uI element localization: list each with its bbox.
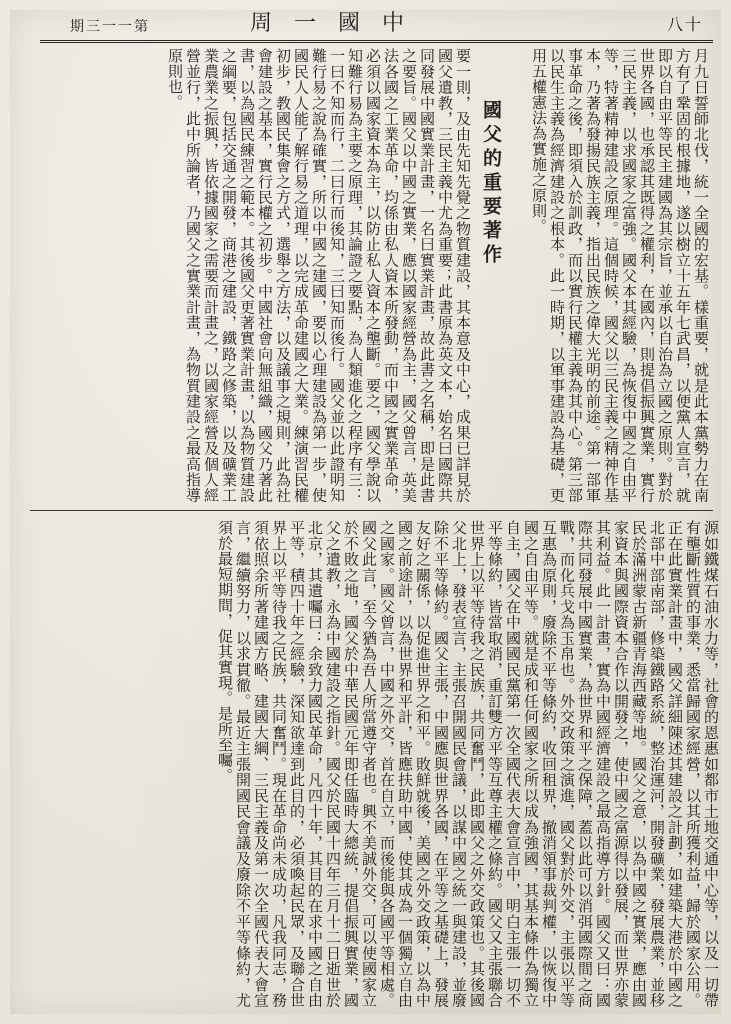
header-rule	[40, 40, 713, 43]
section-divider	[30, 510, 713, 511]
publication-title: 周一國中	[250, 11, 427, 36]
issue-number: 期三一一第	[70, 19, 150, 35]
text-block-bottom: 源如鐵煤石油水力等，社會的恩惠如都市土地交通中心等，以及一切帶有壟斷性質的事業，悉當歸國家經營，以其所獲利益，歸於國家公用。正在此實業計畫中，國父詳細陳述其建設之計劃，如建築大港於中國之北部中部南部，修築鐵路系統，整治運河，開發礦業，發展農業，並移民於滿洲蒙古新疆青海西藏等地。國父之意，以為中國之實業，應由國家資本與國際資本合作以開發之，使中國之富源得以發展，而世界亦蒙其利益。此一計畫，實為中國經濟建設之最高指導方針。國父又曰：國際共同發展中國實業，為世界和平之保障，蓋以此可以消弭國際間之商戰，而化兵戈為玉帛也。外交政策之演進，國父對於外交，主張以平等互惠為原則，廢除不平等條約，收回租界，撤消領事裁判權，以恢復中國之自由平等。就是成和任何國家之所以成為強國，其基本條件為獨立自主，國父在中國國民黨第一次全國代表大會宣言中，明白主張一切不平等條約，皆當取消，重訂雙方平等互尊主權之條約。國父又主張聯合世界上以平等待我之民族，共同奮鬥，此即國父之外交政策也。其後國父北上，發表宣言，主張召開國民會議，以謀中國之統一與建設，並廢除不平等條約。國父主張，中國應與世界各國，在平等之基礎上，發展友好之關係，以促進世界之和平。敗鮮就後，美國之外交政策，以為中國之前途計，以為世界和平計，皆應扶助中國，使其成為一個獨立自由之國家。國父曾言，中國之外交，首在自立，而後能與各國平等相處。國父此言，至今猶為吾人所當遵守者也。興不美誠外交，可以使國家立於不敗之地，國父於中華民國元年即任臨時大總統，提倡振興實業，國父之遺教，永為中國建設之指針。國父於民國十四年三月十二日逝世於北京，其遺囑曰：余致力國民革命，凡四十年，其目的在求中國之自由平等，積四十年之經驗，深知欲達到此目的，必須喚起民眾，及聯合世界上以平等待我之民族，共同奮鬥。現在革命尚未成功，凡我同志，務須依照余所著建國方略、建國大綱、三民主義及第一次全國代表大會宣言，繼續努力，以求貫徹。最近主張開國民會議及廢除不平等條約，尤須於最短期間，促其實現。是所至囑。	[216, 520, 720, 1008]
text-block-top-left: 要一則，及由先知先覺之物質建設，其本意及中心，成果已詳見於國父遺教，三民主義中尤為重要；此書原為英文本，始名曰國際共同發展中國實業計畫，一名曰實業計畫，故此書之名稱，即是此書之要旨。國父以中國之實業，應以國家經營為主，國父曾言，英美法各國之工業革命，均係由私人資本所發動，而中國之實業革命，必須以國家資本為主，以防止私人資本之壟斷。要之，國父學說以知難行易為主要之原理，其論證之要點，為人類進化之程序有三：一曰不知而行，二曰行而後知，三曰知而後行。國父並以此證明知難行易之說為確實，所以中國之建國，要以心理建設為第一步，使國民人人能了解行易之道理，以完成革命建國之大業。練演習民權初步，教國民集會之方式，選舉之方法，以及議事之規則，此為社會建設之基本，實行民權之初步。中國社會向無組織，國父乃著此書，以為國民練習之範本。其後國父更著實業計畫，以為物質建設之綱要，包括交通之開發，商港之建設，鐵路之修築，以及礦業工業農業之振興，皆依據國家之需要而計畫之，以國家經營及個人經營並行，此中所論者，乃國父之實業計畫，為物質建設之最高指導原則也。	[166, 48, 472, 503]
article-title: 國父的重要著作	[480, 100, 502, 268]
page-number: 八十	[666, 15, 703, 34]
text-block-top-right: 月九日誓師北伐，統一全國的宏基。樣重要，就是此本黨勢力在南方有了鞏固的根據地，遂以樹立十五年七武昌，以便黨人宣言，就即以自由平等民主建國為其宗旨，並承以自治為立國之原則。對於世界各國，也承認其既得之權利，在國內，則提倡振興實業，實行三民主義，以求國家之富強。國父本其經驗，為恢復中國之自由平等，特著精神建設之原理。這個時候，國父以三民主義之精神作基本，乃著為發揚民族主義，指出民族之偉大光明的前途。第一部軍事革命之後，即須入於訓政，而以實行民權主義為其中心。第三部以民生主義為經濟建設之根本。此一時期，以軍事建設為基礎，更用五權憲法為實施之原則。	[530, 48, 710, 503]
